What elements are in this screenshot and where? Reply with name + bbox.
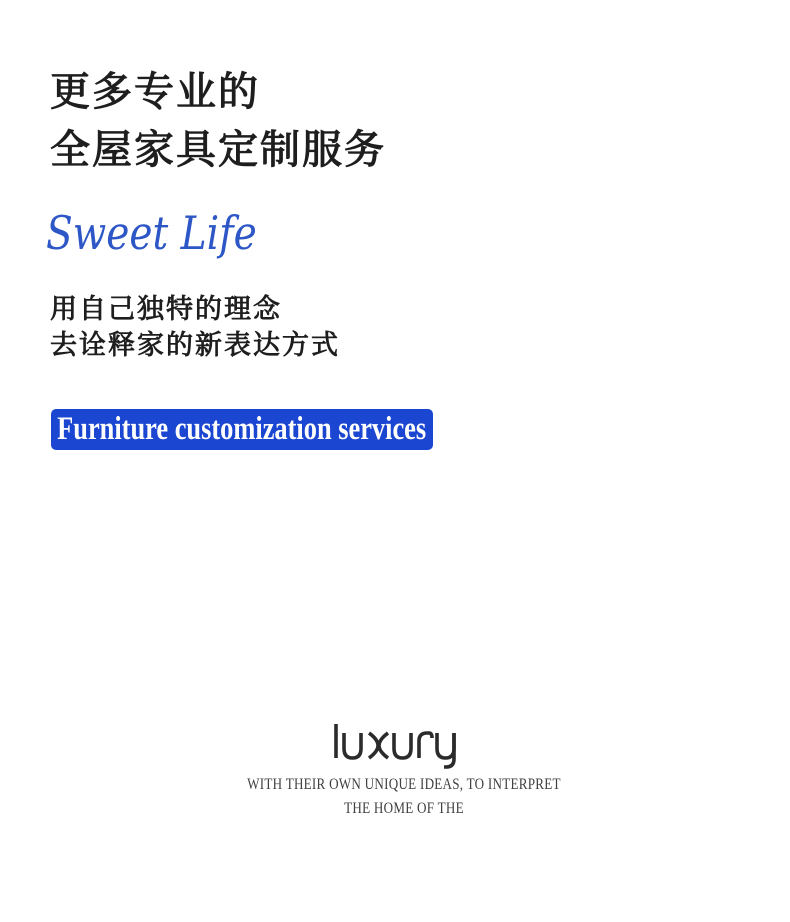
main-heading	[50, 63, 386, 179]
tagline-line-2: THE HOME OF THE	[344, 800, 464, 817]
tagline-line-1: WITH THEIR OWN UNIQUE IDEAS, TO INTERPRET	[247, 776, 561, 793]
subtitle-line-1: 用自己独特的理念	[50, 294, 282, 325]
heading-line-1: 更多专业的	[50, 68, 260, 115]
heading-line-2: 全屋家具定制服务	[50, 126, 386, 173]
footer-tagline	[80, 773, 728, 821]
banner-label: Furniture customization services	[57, 411, 427, 447]
subtitle-line-2: 去诠释家的新表达方式	[50, 330, 340, 361]
script-tagline: Sweet Life	[46, 206, 257, 260]
furniture-services-banner[interactable]	[51, 409, 433, 450]
luxury-logo-icon	[331, 722, 463, 770]
subtitle	[50, 292, 340, 364]
